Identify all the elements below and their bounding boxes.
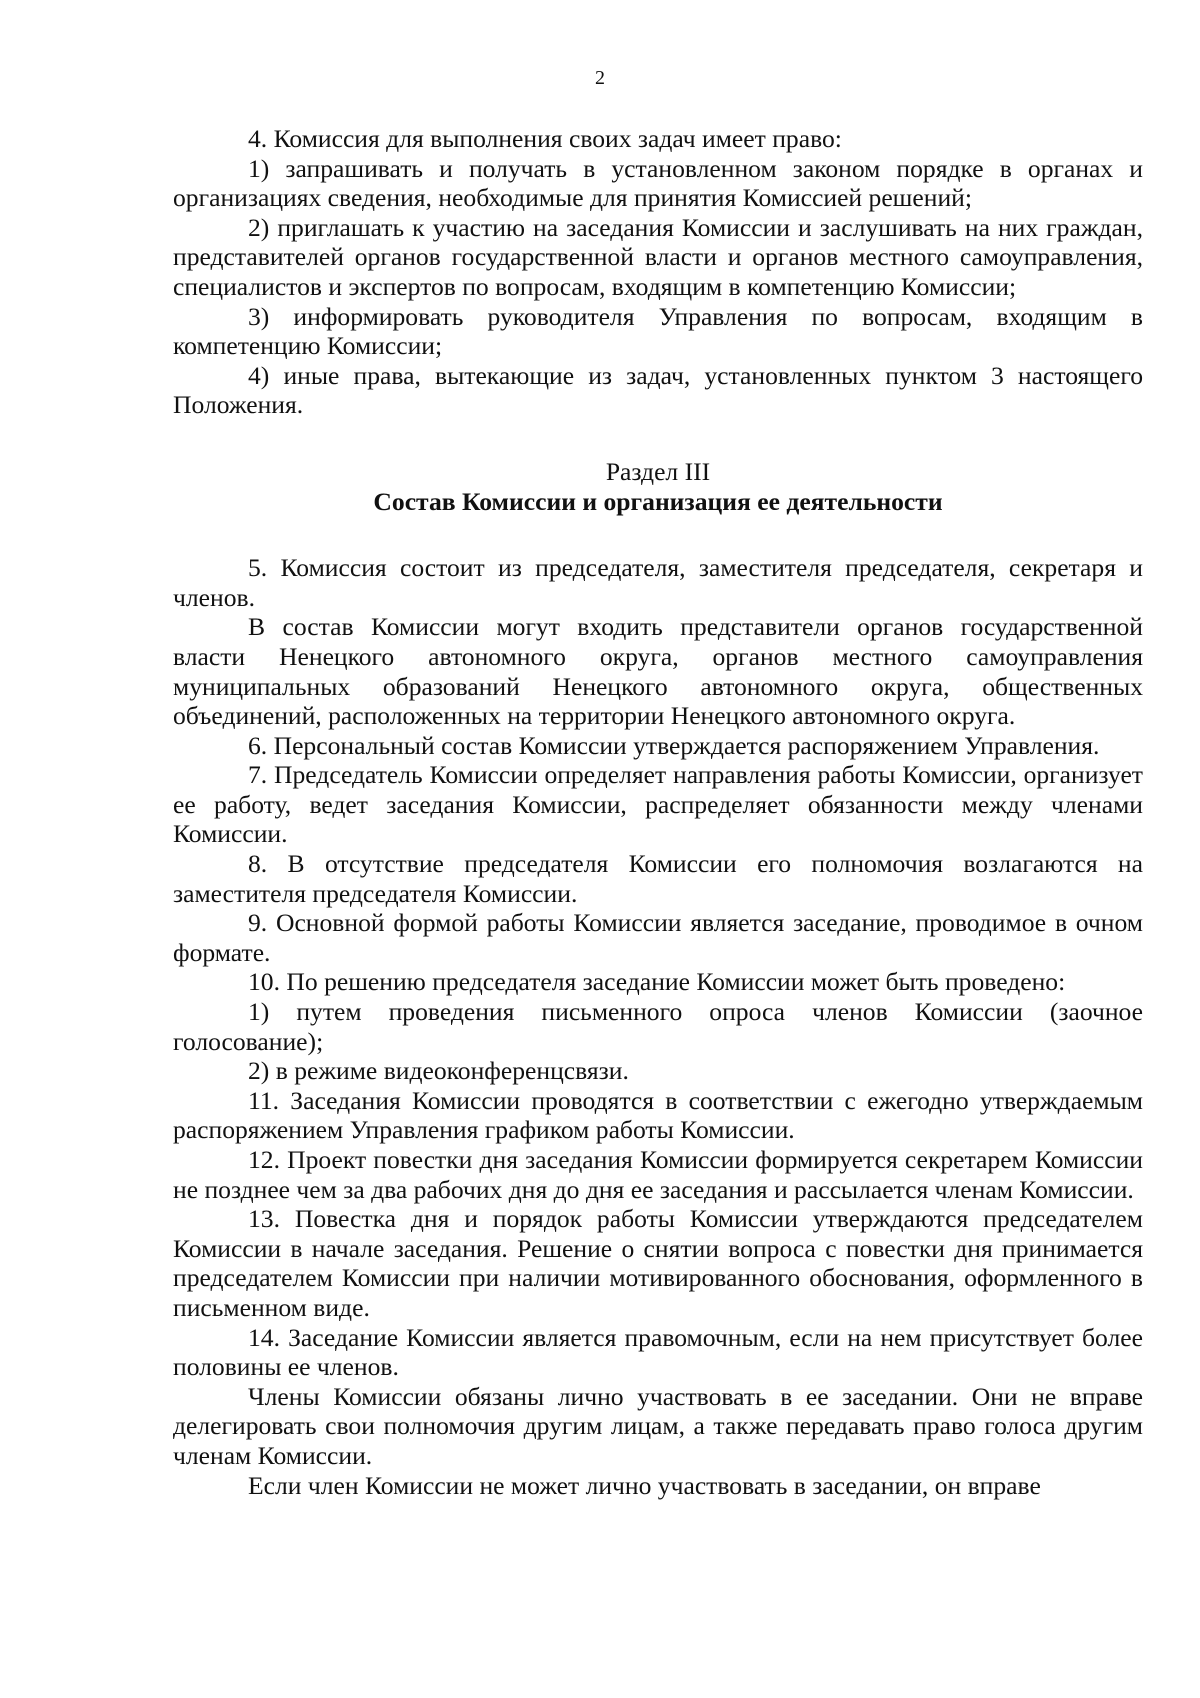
paragraph-item-4-4: 4) иные права, вытекающие из задач, установленных пунктом 3 настоящего Положения.: [173, 360, 1143, 420]
section-label: Раздел III: [605, 456, 711, 486]
paragraph-item-4: 4. Комиссия для выполнения своих задач имеет право:: [248, 124, 842, 153]
paragraph-item-5: 5. Комиссия состоит из председателя, заместителя председателя, секретаря и членов.: [173, 553, 1143, 612]
paragraph-item-12: 12. Проект повестки дня заседания Комиссии формируется секретарем Комиссии не позднее чем за два рабочих дня до дня ее заседания и рассылается членам Комиссии.: [173, 1145, 1143, 1204]
paragraph-item-8: 8. В отсутствие председателя Комиссии его полномочия возлагаются на заместителя председателя Комиссии.: [173, 849, 1143, 908]
paragraph-item-14: 14. Заседание Комиссии является правомочным, если на нем присутствует более половины ее членов.: [173, 1322, 1143, 1382]
paragraph-item-5-composition: В состав Комиссии могут входить представители органов государственной власти Ненецкого автономного округа, органов местного самоуправления муниципальных образований Ненецкого автономного округа, общественных объединений, расположенных на территории Ненецкого автономного округа.: [173, 612, 1143, 731]
paragraph-item-10: 10. По решению председателя заседание Комиссии может быть проведено:: [248, 967, 1066, 997]
page-number: 2: [595, 67, 605, 89]
paragraph-item-11: 11. Заседания Комиссии проводятся в соответствии с ежегодно утверждаемым распоряжением Управления графиком работы Комиссии.: [173, 1085, 1143, 1145]
paragraph-members-duty: Члены Комиссии обязаны лично участвовать в ее заседании. Они не вправе делегировать свои полномочия другим лицам, а также передавать право голоса другим членам Комиссии.: [173, 1381, 1143, 1470]
paragraph-item-10-2: 2) в режиме видеоконференцсвязи.: [248, 1056, 629, 1086]
paragraph-item-4-2: 2) приглашать к участию на заседания Комиссии и заслушивать на них граждан, представителей органов государственной власти и органов местного самоуправления, специалистов и экспертов по вопросам, входящим в компетенцию Комиссии;: [173, 212, 1143, 301]
paragraph-item-9: 9. Основной формой работы Комиссии является заседание, проводимое в очном формате.: [173, 908, 1143, 967]
document-body: [173, 124, 1143, 1500]
paragraph-member-absence: Если член Комиссии не может лично участвовать в заседании, он вправе: [248, 1470, 1041, 1500]
paragraph-item-6: 6. Персональный состав Комиссии утверждается распоряжением Управления.: [248, 730, 1100, 760]
paragraph-item-13: 13. Повестка дня и порядок работы Комиссии утверждаются председателем Комиссии в начале заседания. Решение о снятии вопроса с повестки дня принимается председателем Комиссии при наличии мотивированного обоснования, оформленного в письменном виде.: [173, 1204, 1143, 1322]
section-title: Состав Комиссии и организация ее деятельности: [373, 486, 943, 516]
paragraph-item-7: 7. Председатель Комиссии определяет направления работы Комиссии, организует ее работу, ведет заседания Комиссии, распределяет обязанности между членами Комиссии.: [173, 760, 1143, 849]
paragraph-item-10-1: 1) путем проведения письменного опроса членов Комиссии (заочное голосование);: [173, 997, 1143, 1056]
paragraph-item-4-3: 3) информировать руководителя Управления по вопросам, входящим в компетенцию Комиссии;: [173, 301, 1143, 361]
paragraph-item-4-1: 1) запрашивать и получать в установленном законом порядке в органах и организациях сведения, необходимые для принятия Комиссией решений;: [173, 153, 1143, 213]
